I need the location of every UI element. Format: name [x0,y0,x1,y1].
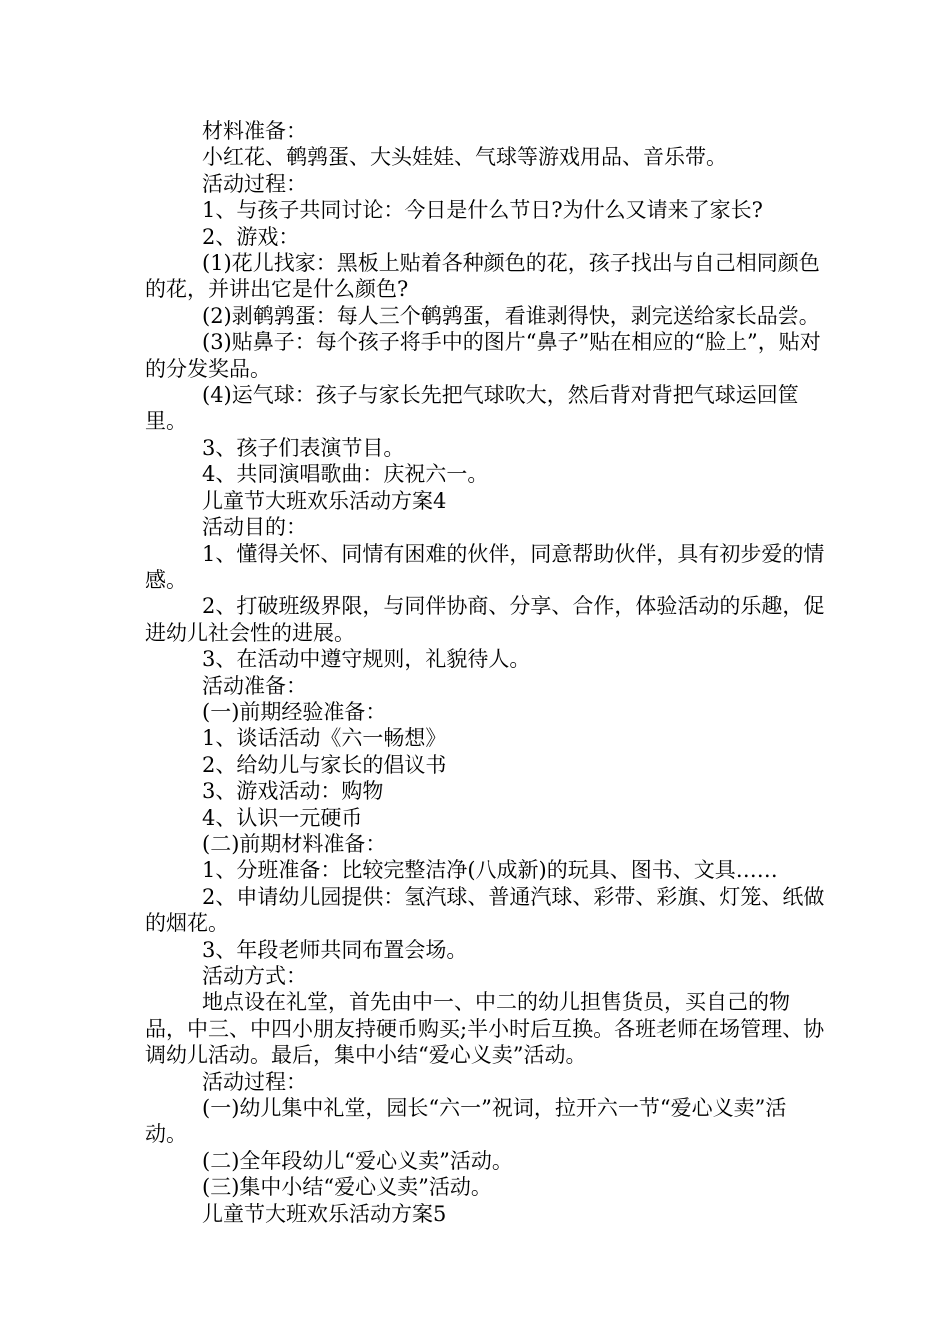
paragraph: 2、给幼儿与家长的倡议书 [202,752,447,777]
paragraph: 2、游戏： [202,224,300,249]
paragraph: (2)剥鹌鹑蛋：每人三个鹌鹑蛋，看谁剥得快，剥完送给家长品尝。 [202,303,820,328]
paragraph: (一)前期经验准备： [202,699,387,724]
paragraph: 活动过程： [202,1069,307,1094]
paragraph: 活动过程： [202,171,307,196]
section-heading: 儿童节大班欢乐活动方案5 [202,1201,447,1226]
paragraph: 活动方式： [202,964,307,988]
paragraph: (二)前期材料准备： [202,831,387,856]
document-body [145,118,825,1227]
paragraph: 活动目的： [202,515,307,540]
paragraph: 3、孩子们表演节目。 [202,435,405,460]
paragraph: (3)贴鼻子：每个孩子将手中的图片“鼻子”贴在相应的“脸上”，贴对的分发奖品。 [145,330,821,381]
paragraph: 小红花、鹌鹑蛋、大头娃娃、气球等游戏用品、音乐带。 [202,145,727,170]
paragraph: 1、懂得关怀、同情有困难的伙伴，同意帮助伙伴，具有初步爱的情感。 [145,541,825,592]
paragraph: 2、打破班级界限，与同伴协商、分享、合作，体验活动的乐趣，促进幼儿社会性的进展。 [145,594,825,645]
paragraph: (二)全年段幼儿“爱心义卖”活动。 [202,1148,513,1173]
paragraph: 活动准备： [202,673,307,698]
paragraph: (1)花儿找家：黑板上贴着各种颜色的花，孩子找出与自己相同颜色的花，并讲出它是什么颜色? [145,251,820,302]
paragraph: 3、年段老师共同布置会场。 [202,937,468,962]
paragraph: 4、认识一元硬币 [202,805,363,830]
paragraph: 地点设在礼堂，首先由中一、中二的幼儿担售货员，买自己的物品，中三、中四小朋友持硬币购买;半小时后互换。各班老师在场管理、协调幼儿活动。最后，集中小结“爱心义卖”活动。 [145,990,825,1068]
paragraph: 3、游戏活动：购物 [202,779,384,804]
paragraph: 材料准备： [202,119,307,143]
paragraph: 1、谈话活动《六一畅想》 [202,726,447,751]
paragraph: (三)集中小结“爱心义卖”活动。 [202,1175,492,1200]
paragraph: 4、共同演唱歌曲：庆祝六一。 [202,462,489,487]
paragraph: 2、申请幼儿园提供：氢汽球、普通汽球、彩带、彩旗、灯笼、纸做的烟花。 [145,884,825,936]
paragraph: 1、分班准备：比较完整洁净(八成新)的玩具、图书、文具…… [202,858,778,883]
paragraph: (4)运气球：孩子与家长先把气球吹大，然后背对背把气球运回筐里。 [145,383,799,434]
section-heading: 儿童节大班欢乐活动方案4 [202,488,447,513]
paragraph: 1、与孩子共同讨论：今日是什么节日?为什么又请来了家长? [202,198,763,223]
paragraph: (一)幼儿集中礼堂，园长“六一”祝词，拉开六一节“爱心义卖”活动。 [145,1096,787,1147]
paragraph: 3、在活动中遵守规则，礼貌待人。 [202,647,531,672]
